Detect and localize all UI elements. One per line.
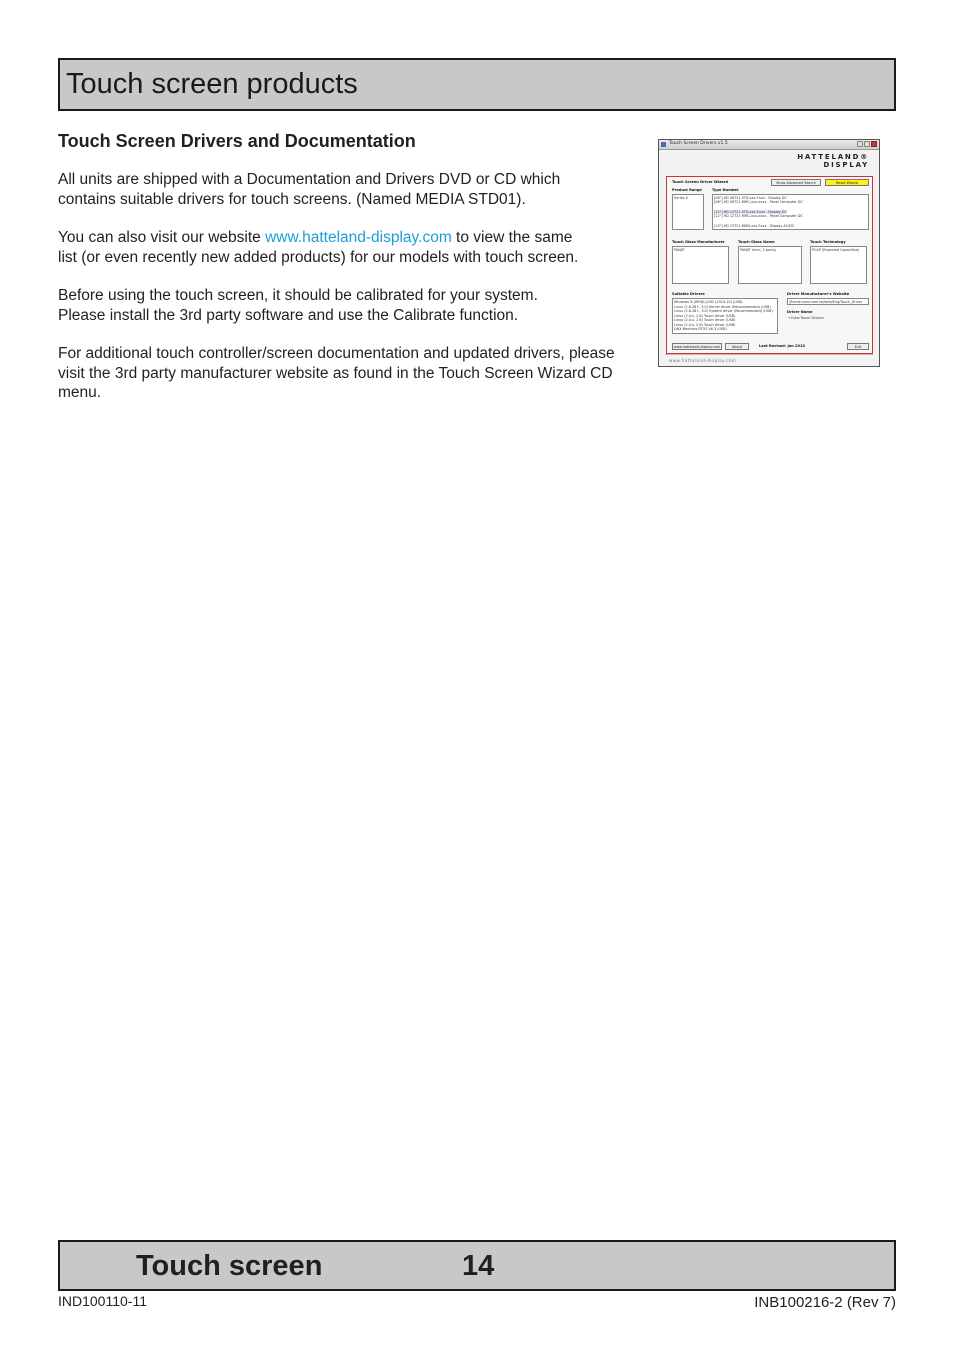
text-line: For additional touch controller/screen documentation and updated drivers, please bbox=[58, 345, 615, 362]
glass-name-label: Touch Glass Name bbox=[738, 240, 775, 244]
screenshot-titlebar bbox=[659, 140, 879, 150]
list-item[interactable]: Windows 8 (WHQL)/x32 (2014-10) (USB) bbox=[674, 300, 743, 304]
show-advanced-search-button[interactable]: Show Advanced Search bbox=[771, 179, 821, 186]
page-header-bar bbox=[58, 58, 896, 111]
list-item[interactable]: [12"] HD 12T21 MMC-xxx-xxxx - Panel Computer DC bbox=[714, 214, 803, 218]
driver-name-label: Driver Name bbox=[787, 310, 813, 314]
type-number-label: Type Number bbox=[712, 188, 739, 192]
manufacturer-website-field[interactable] bbox=[787, 298, 869, 305]
text-line: menu. bbox=[58, 384, 102, 401]
text-line: All units are shipped with a Documentation and Drivers DVD or CD which bbox=[58, 171, 561, 188]
page-number: 14 bbox=[462, 1250, 495, 1282]
list-item[interactable]: Series X bbox=[674, 196, 688, 200]
reset-wizard-button[interactable]: Reset Wizard bbox=[825, 179, 869, 186]
list-item[interactable]: Linux (2.6.28+, 3.0) System driver (Recommended) (USB) bbox=[674, 309, 773, 313]
glass-manufacturer-list[interactable] bbox=[672, 246, 729, 284]
exit-button[interactable]: Exit bbox=[847, 343, 869, 350]
list-item[interactable]: Linux (2.4.x, 2.6) Touch driver (USB) bbox=[674, 322, 736, 327]
wizard-label: Touch Screen Driver Wizard bbox=[672, 180, 728, 184]
paragraph-website bbox=[58, 228, 648, 267]
last-revised-text: Last Revised: Jan 2013 bbox=[759, 344, 806, 348]
logo-line-1: HATTELAND® bbox=[797, 153, 869, 161]
product-range-label: Product Range bbox=[672, 188, 702, 192]
text-line: visit the 3rd party manufacturer website as found in the Touch Screen Wizard CD bbox=[58, 364, 613, 382]
text-line: contains suitable drivers for touch screens. (Named MEDIA STD01). bbox=[58, 190, 526, 208]
text-line bbox=[58, 228, 648, 248]
list-item[interactable]: [08"] HD 08T21 STD-xxx-Fxxx - Display DC bbox=[714, 196, 787, 200]
glass-name-list[interactable] bbox=[738, 246, 802, 284]
list-item[interactable]: PANJIT bbox=[674, 248, 685, 252]
suitable-drivers-label: Suitable Drivers bbox=[672, 292, 705, 296]
document-code-left: IND100110-11 bbox=[58, 1293, 147, 1309]
manufacturer-website-label: Driver Manufacturer's Website bbox=[787, 292, 850, 296]
close-icon bbox=[871, 141, 877, 147]
section-heading: Touch Screen Drivers and Documentation bbox=[58, 131, 416, 151]
suitable-drivers-list[interactable] bbox=[672, 298, 778, 334]
list-item[interactable]: [13"] HD 13T21 MMD-xxx-Fxxx - Display AC/DC bbox=[714, 224, 795, 228]
logo-line-2: DISPLAY bbox=[823, 161, 869, 169]
driver-name-value: +Cube Touch Drivers bbox=[788, 316, 824, 320]
list-item[interactable]: [08"] HD 08T21 MMC-xxx-xxxx - Panel Computer DC bbox=[714, 200, 803, 204]
paragraph-calibrate bbox=[58, 286, 648, 325]
screenshot-footer-url: www.hatteland-display.com bbox=[669, 358, 737, 363]
about-button[interactable]: About bbox=[725, 343, 749, 350]
wizard-panel bbox=[666, 176, 873, 354]
touch-technology-label: Touch Technology bbox=[810, 240, 846, 244]
website-link[interactable]: www.hatteland-display.com bbox=[265, 229, 452, 246]
list-item[interactable]: Linux (2.4.x, 2.6) Touch driver (USB) bbox=[674, 313, 736, 318]
wizard-screenshot bbox=[658, 139, 880, 367]
list-item[interactable]: QNX Neutrino RTOS V6.3 (USB) bbox=[674, 327, 727, 331]
paragraph-additional bbox=[58, 344, 648, 403]
footer-divider bbox=[665, 354, 873, 355]
chapter-title: Touch screen bbox=[136, 1250, 323, 1282]
maximize-icon bbox=[864, 141, 870, 147]
manufacturer-website-value: //home.xxxx.com.tw/web/Eng/Touch_Driver bbox=[789, 300, 863, 304]
product-range-list[interactable] bbox=[672, 194, 704, 230]
page-footer-bar bbox=[58, 1240, 896, 1291]
list-item[interactable]: Linux (2.6.28+, 3.0) Kernel driver (Recommended) (USB) bbox=[674, 304, 771, 309]
app-icon bbox=[661, 142, 666, 147]
paragraph-shipped bbox=[58, 170, 648, 209]
text-line: Please install the 3rd party software and use the Calibrate function. bbox=[58, 306, 519, 324]
website-button[interactable]: www.hatteland-display.com bbox=[673, 345, 721, 349]
list-item[interactable]: PANJIT (mini, 2 ports) bbox=[740, 248, 776, 252]
text-line: Before using the touch screen, it should be calibrated for your system. bbox=[58, 287, 538, 304]
glass-manufacturer-label: Touch Glass Manufacturer bbox=[672, 240, 725, 244]
list-item[interactable]: Linux (2.4.x, 2.6) Touch driver (USB) bbox=[674, 318, 736, 322]
text-fragment: You can also visit our website bbox=[58, 229, 266, 246]
list-item[interactable]: [12"] HD 12T21 STD-xxx-Fxxx - Display DC bbox=[714, 210, 787, 214]
list-item[interactable]: PCAP (Projected Capacitive) bbox=[812, 248, 860, 252]
text-fragment: to view the same bbox=[451, 229, 573, 246]
hatteland-logo bbox=[797, 153, 869, 169]
page-title: Touch screen products bbox=[66, 68, 358, 100]
text-line: list (or even recently new added products) for our models with touch screen. bbox=[58, 248, 579, 266]
document-code-right: INB100216-2 (Rev 7) bbox=[754, 1294, 896, 1311]
screenshot-window-title: Touch Screen Drivers v1.5 bbox=[669, 141, 728, 146]
type-number-list[interactable] bbox=[712, 194, 869, 230]
minimize-icon bbox=[857, 141, 863, 147]
touch-technology-list[interactable] bbox=[810, 246, 867, 284]
